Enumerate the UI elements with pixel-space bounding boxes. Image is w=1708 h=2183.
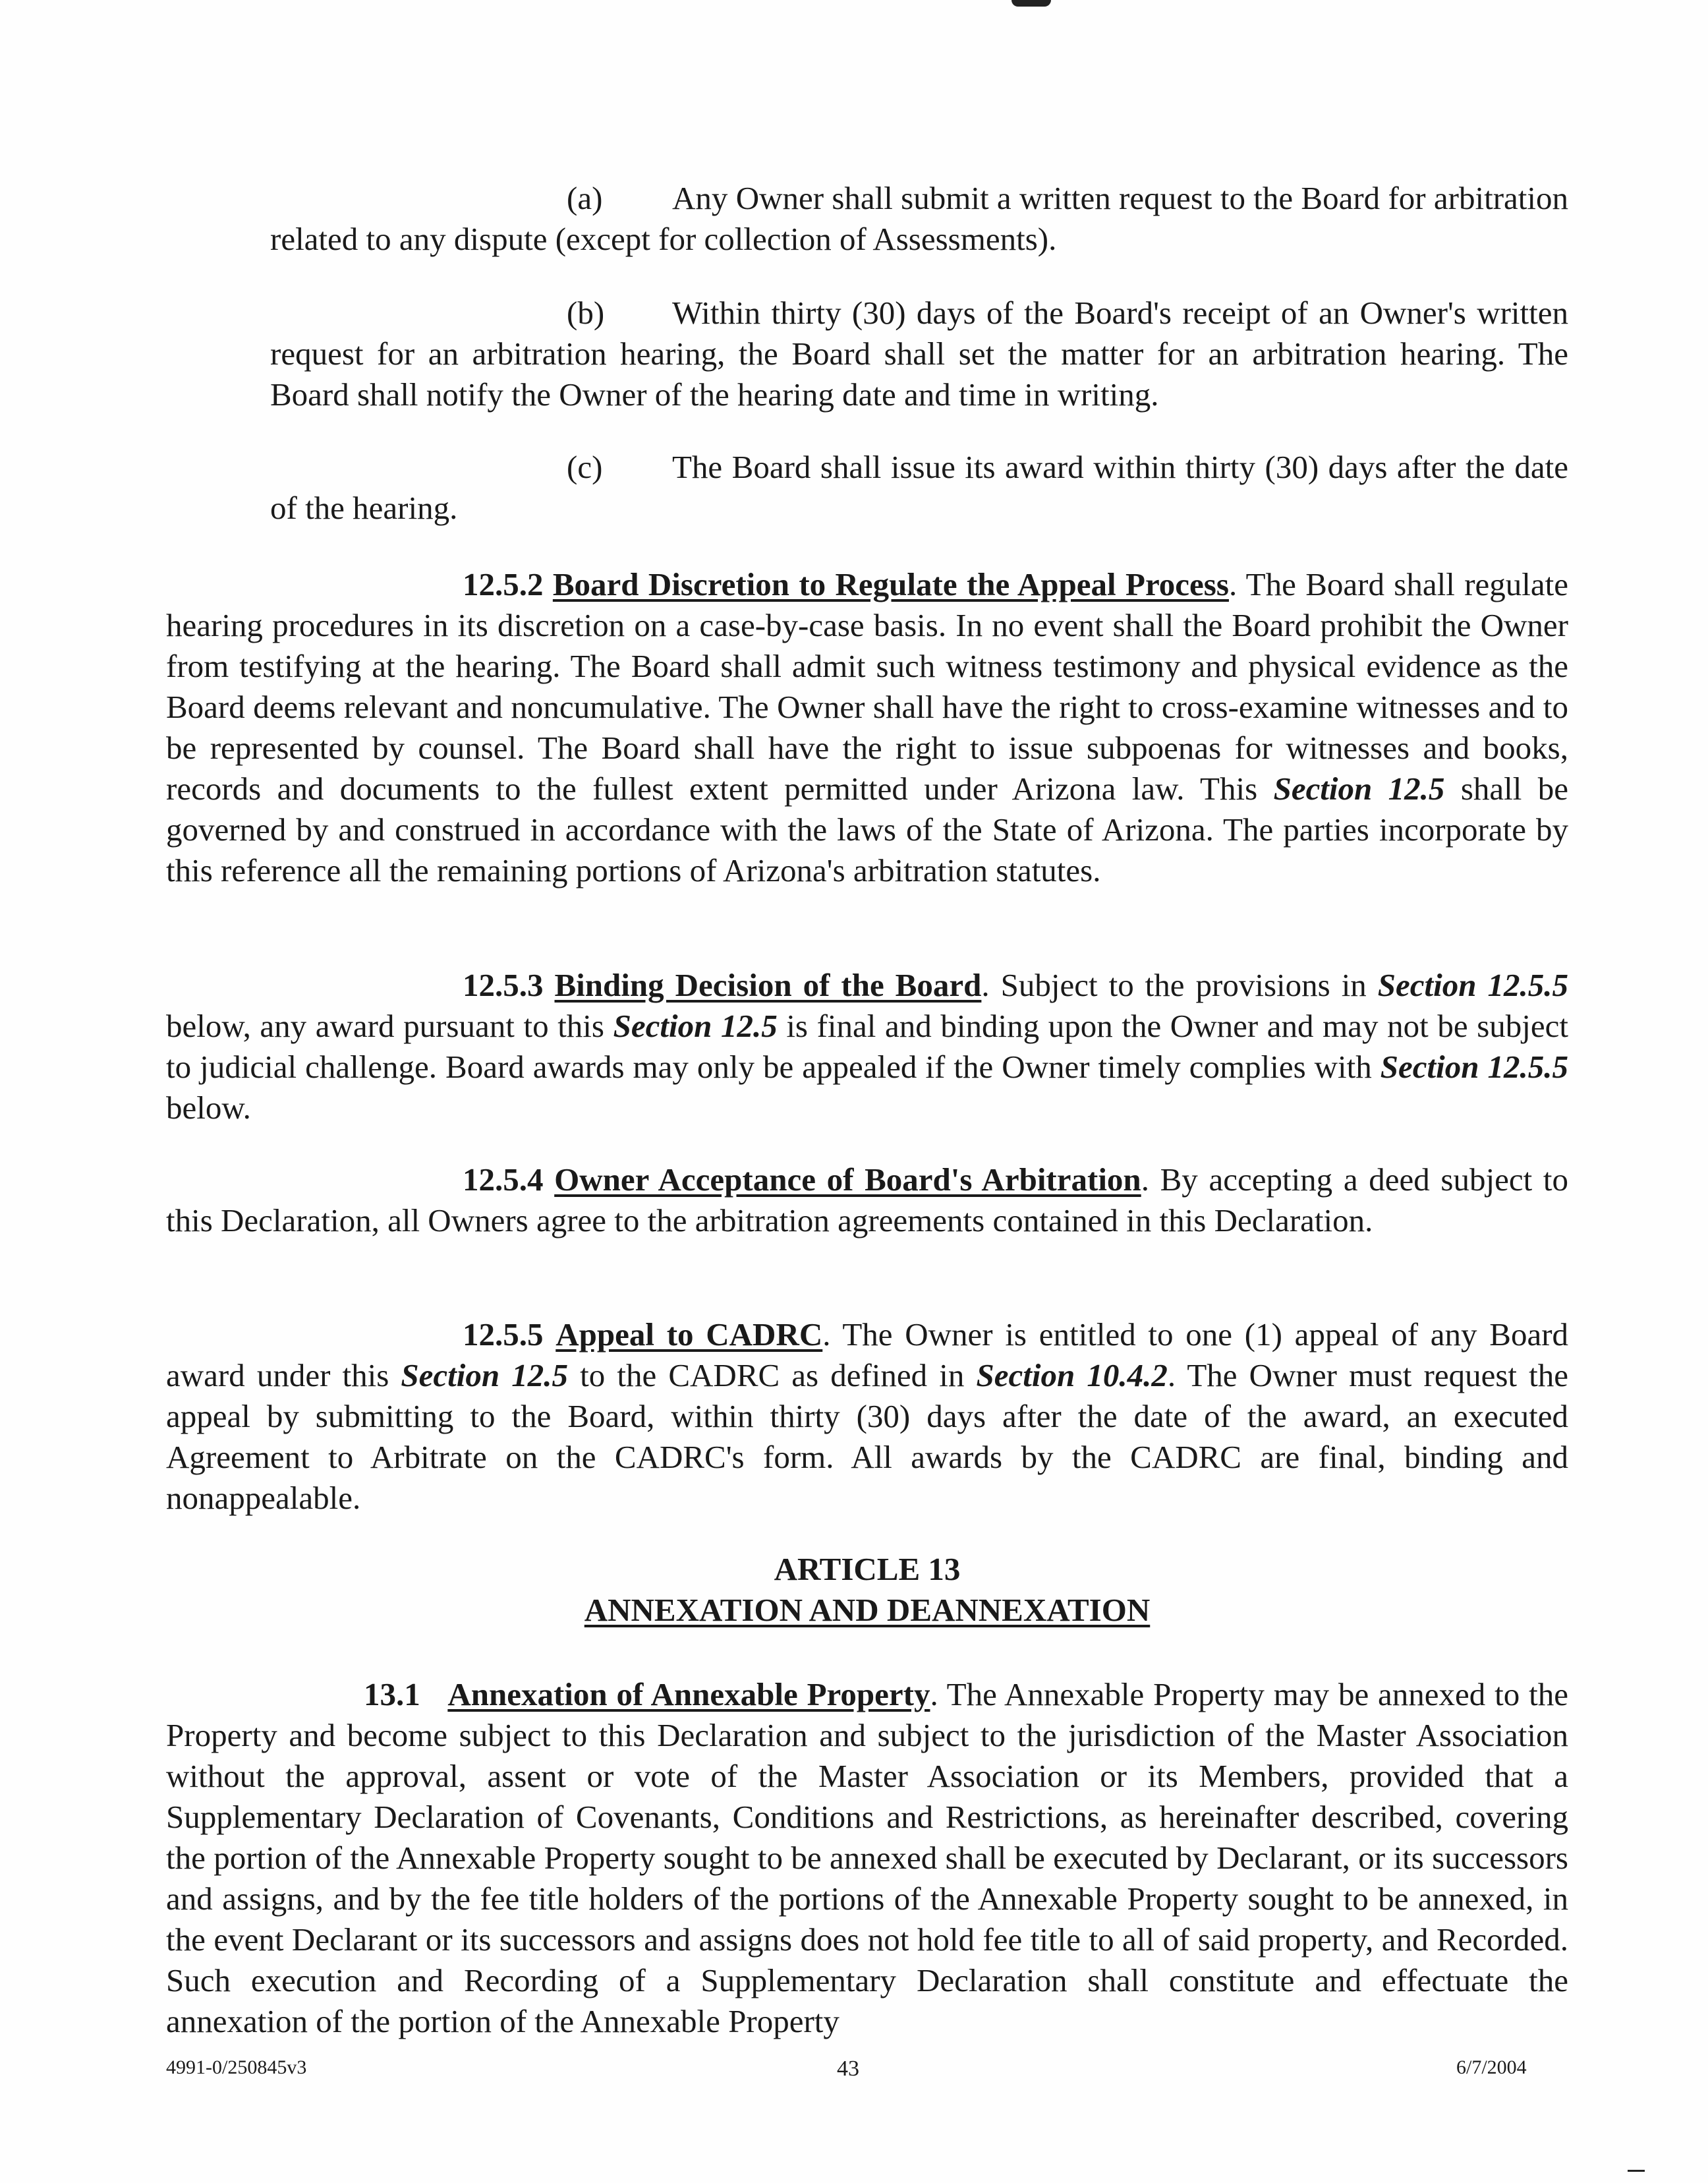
footer-page-number: 43: [837, 2056, 859, 2081]
section-reference: Section 12.5: [613, 1008, 778, 1044]
section-number: 12.5.3: [463, 967, 544, 1003]
subsection-label: (b): [567, 295, 605, 331]
section-text: . The Board shall regulate hearing procedures in its discretion on a case-by-case basis. In no event shall the Board prohibit the Owner from testifying at the hearing. The Board shall admit such witness testimony and physical evidence as the Board deems relevant and noncumulative. The Owner shall have the right to cross-examine witnesses and to be represented by counsel. The Board shall have the right to issue subpoenas for witnesses and books, records and documents to the fullest extent permitted under Arizona law. This: [166, 566, 1568, 807]
footer-date: 6/7/2004: [1456, 2056, 1527, 2078]
section-12-5-5: [166, 1314, 1568, 1519]
section-number: 12.5.2: [463, 566, 544, 602]
scan-mark: [1011, 0, 1051, 7]
section-text: to the CADRC as defined in: [568, 1357, 977, 1393]
subsection-label: (c): [567, 449, 603, 485]
article-label: ARTICLE 13: [774, 1551, 961, 1587]
section-12-5-3: [166, 965, 1568, 1128]
section-reference: Section 10.4.2: [976, 1357, 1168, 1393]
section-text: . The Annexable Property may be annexed to the Property and become subject to this Declaration and subject to the jurisdiction of the Master Association without the approval, assent or vote of the Master Association or its Members, provided that a Supplementary Declaration of Covenants, Conditions and Restrictions, as hereinafter described, covering the portion of the Annexable Property sought to be annexed shall be executed by Declarant, or its successors and assigns, and by the fee title holders of the portions of the Annexable Property sought to be annexed, in the event Declarant or its successors and assigns does not hold fee title to all of said property, and Recorded. Such execution and Recording of a Supplementary Declaration shall constitute and effectuate the annexation of the portion of the Annexable Property: [166, 1676, 1568, 2039]
section-number: 12.5.4: [463, 1161, 544, 1198]
section-title: Annexation of Annexable Property: [447, 1676, 930, 1712]
section-title: Appeal to CADRC: [555, 1316, 823, 1353]
section-text: below.: [166, 1090, 251, 1126]
subsection-label: (a): [567, 180, 603, 216]
section-reference: Section 12.5: [1273, 771, 1445, 807]
subsection-text: Any Owner shall submit a written request to the Board for arbitration related to any dispute (except for collection of Assessments).: [270, 180, 1568, 257]
scan-mark: [1628, 2170, 1645, 2172]
section-number: 12.5.5: [463, 1316, 544, 1353]
section-title: Binding Decision of the Board: [554, 967, 982, 1003]
section-12-5-2: [166, 564, 1568, 891]
article-heading: [166, 1549, 1568, 1631]
section-title: Owner Acceptance of Board's Arbitration: [554, 1161, 1141, 1198]
subsection-c: [270, 447, 1568, 529]
article-title: ANNEXATION AND DEANNEXATION: [584, 1592, 1151, 1628]
section-text: shall be governed by and construed in accordance with the laws of the State of Arizona. The parties incorporate by this reference all the remaining portions of Arizona's arbitration statutes.: [166, 771, 1569, 888]
section-text: . By accepting a deed subject to this Declaration, all Owners agree to the arbitration agreements contained in this Declaration.: [166, 1161, 1569, 1238]
section-text: . The Owner is entitled to one (1) appeal of any Board award under this: [166, 1316, 1569, 1393]
section-title: Board Discretion to Regulate the Appeal Process: [552, 566, 1229, 602]
section-text: . The Owner must request the appeal by submitting to the Board, within thirty (30) days after the date of the award, an executed Agreement to Arbitrate on the CADRC's form. All awards by the CADRC are final, binding and nonappealable.: [166, 1357, 1569, 1516]
section-reference: Section 12.5: [401, 1357, 569, 1393]
subsection-text: The Board shall issue its award within thirty (30) days after the date of the hearing.: [270, 449, 1568, 526]
section-reference: Section 12.5.5: [1380, 1049, 1568, 1085]
section-number: 13.1: [364, 1676, 420, 1712]
section-12-5-4: [166, 1159, 1568, 1241]
subsection-text: Within thirty (30) days of the Board's receipt of an Owner's written request for an arbitration hearing, the Board shall set the matter for an arbitration hearing. The Board shall notify the Owner of the hearing date and time in writing.: [270, 295, 1568, 413]
section-text: . Subject to the provisions in: [981, 967, 1378, 1003]
section-text: is final and binding upon the Owner and may not be subject to judicial challenge. Board awards may only be appealed if the Owner timely complies with: [166, 1008, 1568, 1085]
section-13-1: [166, 1674, 1568, 2042]
section-text: below, any award pursuant to this: [166, 1008, 613, 1044]
footer-doc-id: 4991-0/250845v3: [166, 2056, 307, 2078]
section-reference: Section 12.5.5: [1377, 967, 1569, 1003]
subsection-b: [270, 293, 1568, 415]
subsection-a: [270, 178, 1568, 260]
